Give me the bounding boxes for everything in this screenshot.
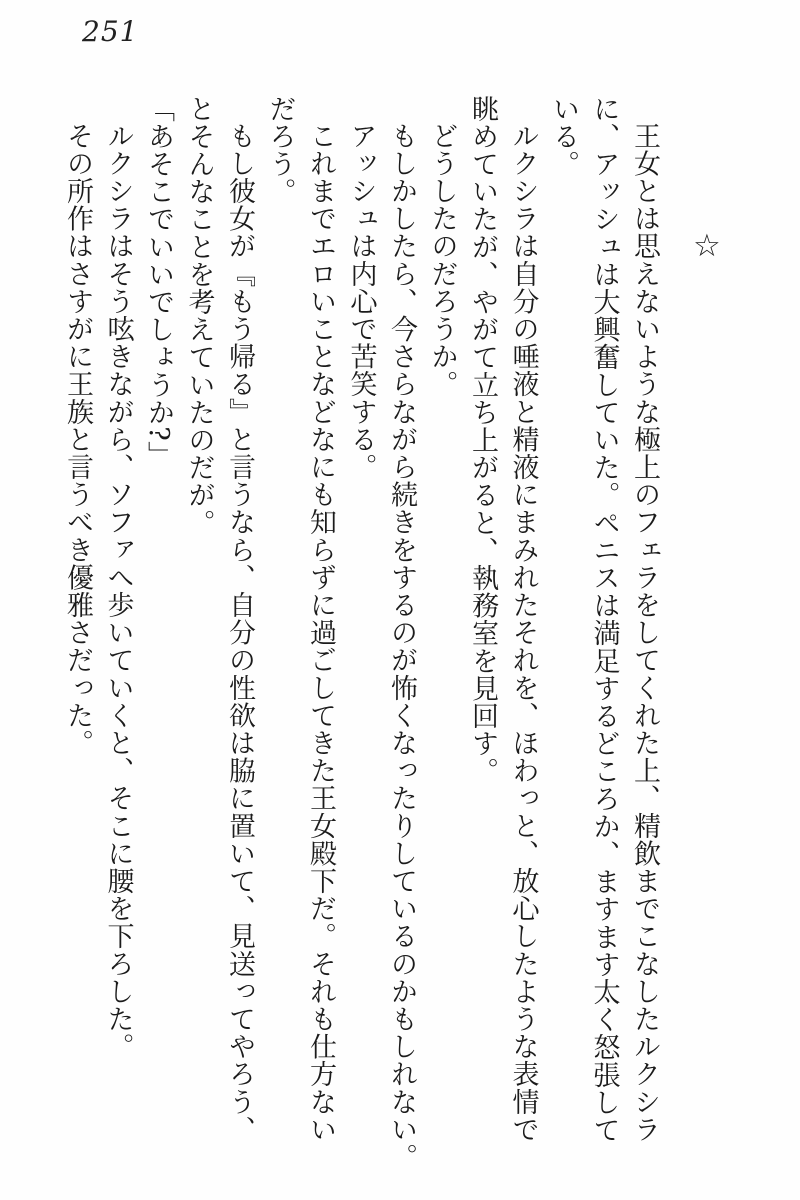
text-line: いる。 [548, 95, 579, 178]
text-line: これまでエロいことなどなにも知らずに過ごしてきた王女殿下だ。それも仕方ない [305, 122, 336, 1144]
paragraph [178, 95, 259, 1173]
text-line: その所作はさすがに王族と言うべき優雅さだった。 [62, 122, 93, 757]
text-line: 眺めていたが、やがて立ち上がると、執務室を見回す。 [467, 95, 498, 785]
paragraph [421, 95, 462, 1173]
paragraph [381, 95, 422, 1173]
paragraph [97, 95, 138, 1173]
text-line: に、アッシュは大興奮していた。ペニスは満足するどころか、ますます太く怒張して [588, 95, 620, 1144]
text-line: ルクシラはそう呟きながら、ソファへ歩いていくと、そこに腰を下ろした。 [102, 122, 134, 1061]
paragraph [138, 95, 179, 1173]
text-line: アッシュは内心で苦笑する。 [345, 122, 377, 481]
paragraph [462, 95, 543, 1173]
text-line: だろう。 [264, 95, 296, 206]
paragraph [340, 95, 381, 1173]
text-line: ルクシラは自分の唾液と精液にまみれたそれを、ほわっと、放心したような表情で [507, 122, 539, 1144]
paragraph [259, 95, 340, 1173]
text-line: 王女とは思えないような極上のフェラをしてくれた上、精飲までこなしたルクシラ [629, 122, 660, 1144]
text-line: もしかしたら、今さらながら続きをするのが怖くなったりしているのかもしれない。 [386, 122, 417, 1171]
text-line: とそんなことを考えていたのだが。 [183, 95, 215, 537]
page-text [57, 95, 665, 1173]
text-line: もし彼女が『もう帰る』と言うなら、自分の性欲は脇に置いて、見送ってやろう、 [224, 122, 255, 1144]
paragraph [57, 95, 98, 1173]
scene-break-star-icon: ☆ [693, 228, 721, 264]
page-number: 251 [82, 15, 139, 48]
text-line: どうしたのだろうか。 [426, 122, 458, 398]
text-line: 「あそこでいいでしょうか?」 [143, 95, 174, 469]
paragraph [543, 95, 665, 1173]
